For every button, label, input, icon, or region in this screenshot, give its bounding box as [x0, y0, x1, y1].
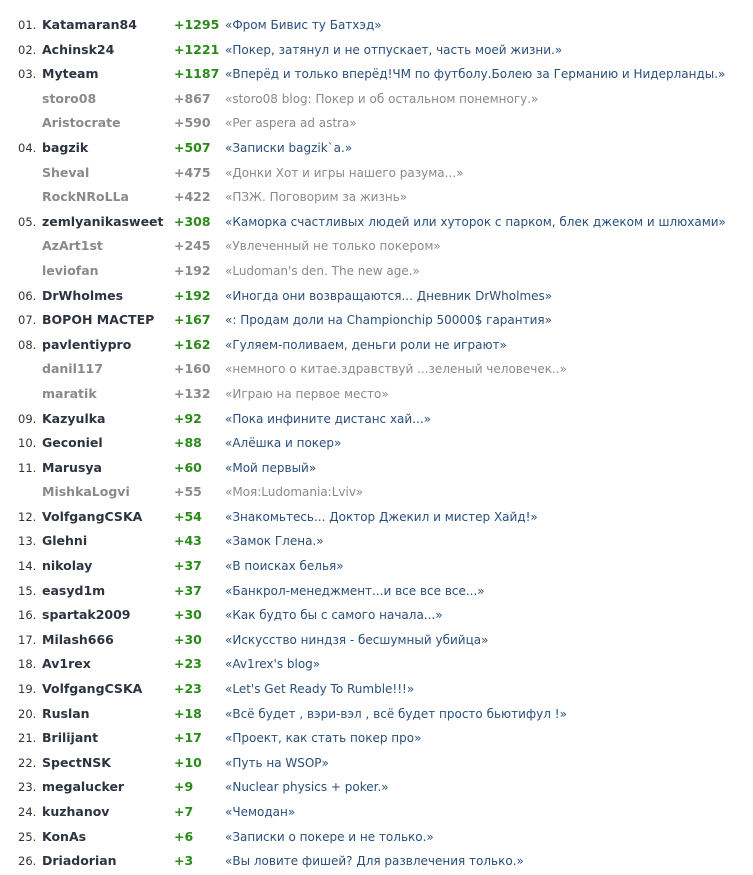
rating-row [0, 87, 753, 112]
blog-title-link[interactable]: «Знакомьтесь... Доктор Джекил и мистер Хайд!» [225, 509, 538, 524]
user-link[interactable]: VolfgangCSKA [42, 508, 143, 524]
rating-row [0, 333, 753, 358]
rank-number: 19. [18, 682, 37, 697]
rank-number: 01. [18, 18, 37, 32]
rating-row [0, 185, 753, 210]
user-link[interactable]: pavlentiypro [42, 336, 132, 352]
rating-row [0, 456, 753, 481]
rank-number: 08. [18, 337, 37, 352]
rank-number: 17. [18, 632, 37, 647]
user-link[interactable]: Aristocrate [42, 115, 121, 131]
score-value: +6 [174, 828, 194, 844]
rank-number: 04. [18, 140, 37, 155]
blog-title-link[interactable]: «Как будто бы с самого начала...» [225, 608, 443, 623]
user-link[interactable]: VolfgangCSKA [42, 681, 143, 697]
rank-number: 20. [18, 706, 37, 721]
rank-number: 26. [18, 854, 37, 869]
blog-title-link[interactable]: «Всё будет , вэри-вэл , всё будет просто бьютифул !» [225, 706, 567, 721]
score-value: +23 [174, 681, 202, 697]
rating-row [0, 775, 753, 800]
user-link[interactable]: KonAs [42, 828, 87, 844]
rating-row [0, 579, 753, 604]
score-value: +192 [174, 262, 211, 278]
rating-row [0, 628, 753, 653]
score-value: +92 [174, 410, 202, 426]
rating-row [0, 111, 753, 136]
rank-number: 25. [18, 829, 37, 844]
rank-number: 02. [18, 42, 37, 57]
rating-row [0, 825, 753, 850]
score-value: +54 [174, 508, 202, 524]
blog-title-link[interactable]: «Мой первый» [225, 460, 317, 475]
blog-title-link[interactable]: «Вы ловите фишей? Для развлечения только.» [225, 854, 524, 869]
user-link[interactable]: Milash666 [42, 631, 114, 647]
user-link[interactable]: danil117 [42, 361, 103, 377]
score-value: +3 [174, 853, 194, 869]
blog-title-link[interactable]: «Играю на первое место» [225, 386, 389, 401]
score-value: +507 [174, 139, 211, 155]
rating-row [0, 13, 753, 38]
blog-title-link[interactable]: «storo08 blog: Покер и об остальном понемногу.» [225, 91, 539, 106]
rank-number: 16. [18, 608, 37, 623]
rating-row [0, 284, 753, 309]
user-link[interactable]: AzArt1st [42, 238, 103, 254]
score-value: +167 [174, 312, 211, 328]
blog-title-link[interactable]: «Покер, затянул и не отпускает, часть моей жизни.» [225, 42, 563, 57]
rank-number: 21. [18, 731, 37, 746]
rating-row [0, 505, 753, 530]
blog-title-link[interactable]: «Гуляем-поливаем, деньги роли не играют» [225, 337, 507, 352]
rating-row [0, 308, 753, 333]
rating-row [0, 529, 753, 554]
rating-row [0, 751, 753, 776]
user-link[interactable]: MishkaLogvi [42, 484, 130, 500]
rating-row [0, 849, 753, 874]
blog-title-link[interactable]: «Let's Get Ready To Rumble!!!» [225, 682, 415, 697]
user-link[interactable]: maratik [42, 385, 97, 401]
user-link[interactable]: Achinsk24 [42, 41, 115, 57]
rating-row [0, 210, 753, 235]
user-link[interactable]: spartak2009 [42, 607, 131, 623]
blog-title-link[interactable]: «Per aspera ad astra» [225, 116, 357, 131]
rating-row [0, 726, 753, 751]
blog-title-link[interactable]: «Проект, как стать покер про» [225, 731, 422, 746]
rank-number: 10. [18, 436, 37, 451]
blog-title-link[interactable]: «Записки о покере и не только.» [225, 829, 434, 844]
score-value: +37 [174, 558, 202, 574]
blog-title-link[interactable]: «ПЗЖ. Поговорим за жизнь» [225, 190, 408, 205]
blog-title-link[interactable]: «Иногда они возвращаются... Дневник DrWholmes» [225, 288, 553, 303]
score-value: +192 [174, 287, 211, 303]
rating-row [0, 136, 753, 161]
score-value: +162 [174, 336, 211, 352]
score-value: +475 [174, 164, 211, 180]
user-link[interactable]: Geconiel [42, 435, 103, 451]
user-link[interactable]: Kazyulka [42, 410, 106, 426]
rating-row [0, 161, 753, 186]
blog-title-link[interactable]: «В поисках белья» [225, 559, 344, 574]
rank-number: 03. [18, 67, 37, 82]
blog-title-link[interactable]: «Моя:Ludomania:Lviv» [225, 485, 364, 500]
score-value: +43 [174, 533, 202, 549]
rating-row [0, 480, 753, 505]
rating-row [0, 652, 753, 677]
blog-title-link[interactable]: «Банкрол-менеджмент...и все все все...» [225, 583, 485, 598]
score-value: +422 [174, 189, 211, 205]
score-value: +37 [174, 582, 202, 598]
blog-title-link[interactable]: «Фром Бивис ту Батхэд» [225, 18, 382, 32]
rating-row [0, 234, 753, 259]
blog-title-link[interactable]: «: Продам доли на Championchip 50000$ гарантия» [225, 313, 552, 328]
rating-row [0, 800, 753, 825]
blog-title-link[interactable]: «Ludoman's den. The new age.» [225, 263, 420, 278]
rating-row [0, 407, 753, 432]
rating-row [0, 382, 753, 407]
score-value: +132 [174, 385, 211, 401]
user-link[interactable]: Marusya [42, 459, 102, 475]
blog-title-link[interactable]: «Nuclear physics + poker.» [225, 780, 389, 795]
user-link[interactable]: Katamaran84 [42, 17, 137, 32]
user-link[interactable]: Myteam [42, 66, 99, 82]
user-link[interactable]: storo08 [42, 90, 97, 106]
rank-number: 05. [18, 214, 37, 229]
score-value: +23 [174, 656, 202, 672]
score-value: +55 [174, 484, 202, 500]
user-link[interactable]: kuzhanov [42, 804, 110, 819]
blog-title-link[interactable]: «Av1rex's blog» [225, 657, 321, 672]
rating-row [0, 38, 753, 63]
rating-row [0, 702, 753, 727]
user-link[interactable]: RockNRoLLa [42, 189, 129, 205]
rank-number: 13. [18, 534, 37, 549]
score-value: +160 [174, 361, 211, 377]
rank-number: 12. [18, 509, 37, 524]
blog-title-link[interactable]: «Замок Глена.» [225, 534, 324, 549]
score-value: +88 [174, 435, 202, 451]
score-value: +308 [174, 213, 211, 229]
blog-title-link[interactable]: «Донки Хот и игры нашего разума...» [225, 165, 464, 180]
user-link[interactable]: easyd1m [42, 582, 106, 598]
score-value: +1295 [174, 17, 220, 32]
score-value: +9 [174, 779, 194, 795]
blog-title-link[interactable]: «Пока инфините дистанс хай...» [225, 411, 431, 426]
blog-title-link[interactable]: «Увлеченный не только покером» [225, 239, 441, 254]
blog-title-link[interactable]: «Каморка счастливых людей или хуторок с парком, блек джеком и шлюхами» [225, 214, 726, 229]
score-value: +1221 [174, 41, 220, 57]
score-value: +1187 [174, 66, 220, 82]
user-link[interactable]: nikolay [42, 558, 93, 574]
user-link[interactable]: leviofan [42, 262, 99, 278]
user-link[interactable]: bagzik [42, 139, 89, 155]
score-value: +867 [174, 90, 211, 106]
user-link[interactable]: SpectNSK [42, 754, 111, 770]
rank-number: 24. [18, 805, 37, 819]
score-value: +10 [174, 754, 202, 770]
rank-number: 11. [18, 460, 37, 475]
user-link[interactable]: Glehni [42, 533, 88, 549]
rating-row [0, 431, 753, 456]
user-link[interactable]: Sheval [42, 164, 90, 180]
rank-number: 15. [18, 583, 37, 598]
user-link[interactable]: DrWholmes [42, 287, 124, 303]
blog-title-link[interactable]: «Записки bagzik`а.» [225, 140, 353, 155]
score-value: +590 [174, 115, 211, 131]
blog-title-link[interactable]: «Алёшка и покер» [225, 436, 342, 451]
score-value: +18 [174, 705, 202, 721]
rank-number: 23. [18, 780, 37, 795]
user-link[interactable]: Brilijant [42, 730, 99, 746]
rating-row [0, 603, 753, 628]
score-value: +30 [174, 631, 202, 647]
rating-row [0, 357, 753, 382]
rank-number: 14. [18, 559, 37, 574]
user-link[interactable]: Av1rex [42, 656, 91, 672]
blog-title-link[interactable]: «Искусство ниндзя - бесшумный убийца» [225, 632, 489, 647]
user-link[interactable]: megalucker [42, 779, 125, 795]
rank-number: 07. [18, 313, 37, 328]
rank-number: 06. [18, 288, 37, 303]
rank-number: 22. [18, 755, 37, 770]
rank-number: 09. [18, 411, 37, 426]
score-value: +30 [174, 607, 202, 623]
rating-row [0, 677, 753, 702]
score-value: +60 [174, 459, 202, 475]
rating-row [0, 554, 753, 579]
rating-row [0, 259, 753, 284]
user-link[interactable]: Driadorian [42, 853, 117, 869]
blog-title-link[interactable]: «Путь на WSOP» [225, 755, 329, 770]
score-value: +245 [174, 238, 211, 254]
rating-row [0, 62, 753, 87]
score-value: +17 [174, 730, 202, 746]
blog-title-link[interactable]: «немного о китае.здравствуй ...зеленый человечек..» [225, 362, 567, 377]
rank-number: 18. [18, 657, 37, 672]
blog-title-link[interactable]: «Чемодан» [225, 805, 296, 819]
score-value: +7 [174, 804, 194, 819]
blog-title-link[interactable]: «Вперёд и только вперёд!ЧМ по футболу.Болею за Германию и Нидерланды.» [225, 67, 726, 82]
user-link[interactable]: zemlyanikasweet [42, 213, 164, 229]
user-link[interactable]: ВОРОН МАСТЕР [42, 312, 155, 328]
user-link[interactable]: Ruslan [42, 705, 90, 721]
